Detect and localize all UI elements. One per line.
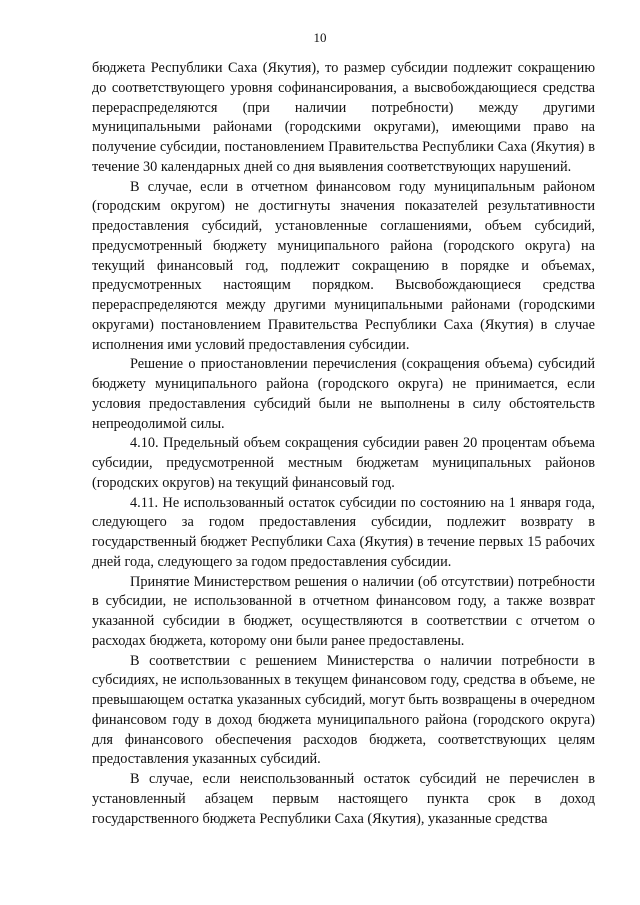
paragraph-continuation: бюджета Республики Саха (Якутия), то размер субсидии подлежит сокращению до соответствующего уровня софинансирования, а высвобождающиеся средства перераспределяются (при наличии потребности) между другими муниципальными районами (городскими округами), имеющими право на получение субсидии, постановлением Правительства Республики Саха (Якутия) в течение 30 календарных дней со дня выявления соответствующих нарушений. bbox=[92, 60, 595, 175]
document-body bbox=[92, 59, 595, 829]
paragraph-force-majeure: Решение о приостановлении перечисления (сокращения объема) субсидий бюджету муниципального района (городского округа) не принимается, если условия предоставления субсидий были не выполнены в силу обстоятельств непреодолимой силы. bbox=[92, 356, 595, 432]
paragraph-4-10: 4.10. Предельный объем сокращения субсидии равен 20 процентам объема субсидии, предусмотренной местным бюджетам муниципальных районов (городских округов) на текущий финансовый год. bbox=[92, 435, 595, 491]
paragraph-unspent-balance: В случае, если неиспользованный остаток субсидий не перечислен в установленный абзацем первым настоящего пункта срок в доход государственного бюджета Республики Саха (Якутия), указанные средства bbox=[92, 771, 595, 827]
page-number: 10 bbox=[313, 30, 327, 45]
paragraph-return-funds: В соответствии с решением Министерства о наличии потребности в субсидиях, не использованных в текущем финансовом году, средства в объеме, не превышающем остатка указанных субсидий, могут быть возвращены в очередном финансовом году в доход бюджета муниципального района (городского округа) для финансового обеспечения расходов бюджета, соответствующих целям предоставления указанных субсидий. bbox=[92, 652, 595, 768]
paragraph-reduction-targets: В случае, если в отчетном финансовом году муниципальным районом (городским округом) не достигнуты значения показателей результативности предоставления субсидий, установленные соглашениями, объем субсидий, предусмотренный бюджету муниципального района (городского округа) на текущий финансовый год, подлежит сокращению в порядке и объемах, предусмотренных настоящим порядком. Высвобождающиеся средства перераспределяются между другими муниципальными районами (городскими округами) постановлением Правительства Республики Саха (Якутия) в случае исполнения ими условий предоставления субсидии. bbox=[92, 178, 595, 353]
paragraph-4-11: 4.11. Не использованный остаток субсидии по состоянию на 1 января года, следующего за годом предоставления субсидии, подлежит возврату в государственный бюджет Республики Саха (Якутия) в течение первых 15 рабочих дней года, следующего за годом предоставления субсидии. bbox=[92, 494, 595, 570]
paragraph-ministry-decision: Принятие Министерством решения о наличии (об отсутствии) потребности в субсидии, не использованной в отчетном финансовом году, а также возврат указанной субсидии в бюджет, осуществляются в соответствии с отчетом о расходах бюджета, которому они были ранее предоставлены. bbox=[92, 573, 595, 649]
